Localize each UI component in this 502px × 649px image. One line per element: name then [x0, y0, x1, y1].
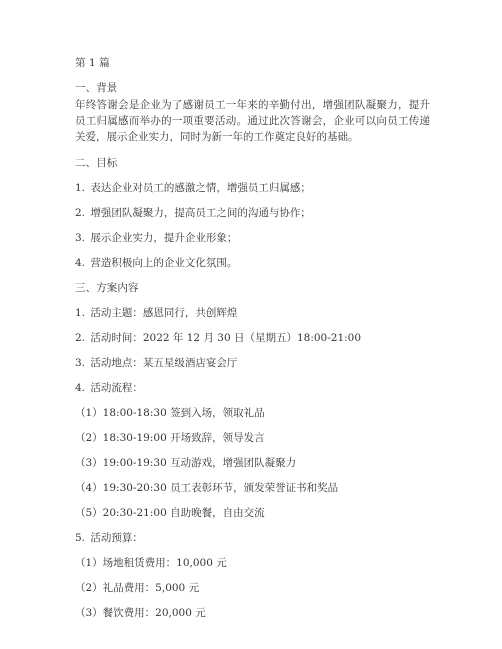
plan-item: 4. 活动流程： — [75, 382, 143, 394]
goal-item: 1. 表达企业对员工的感激之情，增强员工归属感； — [75, 182, 311, 194]
budget-title: 5. 活动预算： — [75, 532, 143, 544]
plan-item: 3. 活动地点：某五星级酒店宴会厅 — [75, 357, 238, 369]
plan-item: 2. 活动时间：2022 年 12 月 30 日（星期五）18:00-21:00 — [75, 332, 362, 344]
budget-item: （3）餐饮费用：20,000 元 — [75, 607, 206, 619]
flow-item: （1）18:00-18:30 签到入场，领取礼品 — [75, 407, 265, 419]
flow-item: （4）19:30-20:30 员工表彰环节，颁发荣誉证书和奖品 — [75, 482, 339, 494]
flow-item: （5）20:30-21:00 自助晚餐，自由交流 — [75, 507, 265, 519]
goal-item: 3. 展示企业实力，提升企业形象； — [75, 232, 238, 244]
flow-item: （2）18:30-19:00 开场致辞，领导发言 — [75, 432, 265, 444]
document-header: 第 1 篇 — [75, 57, 110, 69]
section-heading-goals: 二、目标 — [75, 157, 118, 169]
goal-item: 2. 增强团队凝聚力，提高员工之间的沟通与协作； — [75, 207, 311, 219]
section-heading-background: 一、背景 — [75, 82, 118, 94]
budget-item: （1）场地租赁费用：10,000 元 — [75, 557, 227, 569]
goal-item: 4. 营造积极向上的企业文化氛围。 — [75, 257, 238, 269]
flow-item: （3）19:00-19:30 互动游戏，增强团队凝聚力 — [75, 457, 297, 469]
budget-item: （2）礼品费用：5,000 元 — [75, 582, 200, 594]
section-heading-plan: 三、方案内容 — [75, 282, 139, 294]
plan-item: 1. 活动主题：感恩同行，共创辉煌 — [75, 307, 238, 319]
background-paragraph: 年终答谢会是企业为了感谢员工一年来的辛勤付出，增强团队凝聚力，提升员工归属感而举办的一项重要活动。通过此次答谢会，企业可以向员工传递关爱，展示企业实力，同时为新一年的工作奠定良好的基础。 — [75, 99, 430, 143]
